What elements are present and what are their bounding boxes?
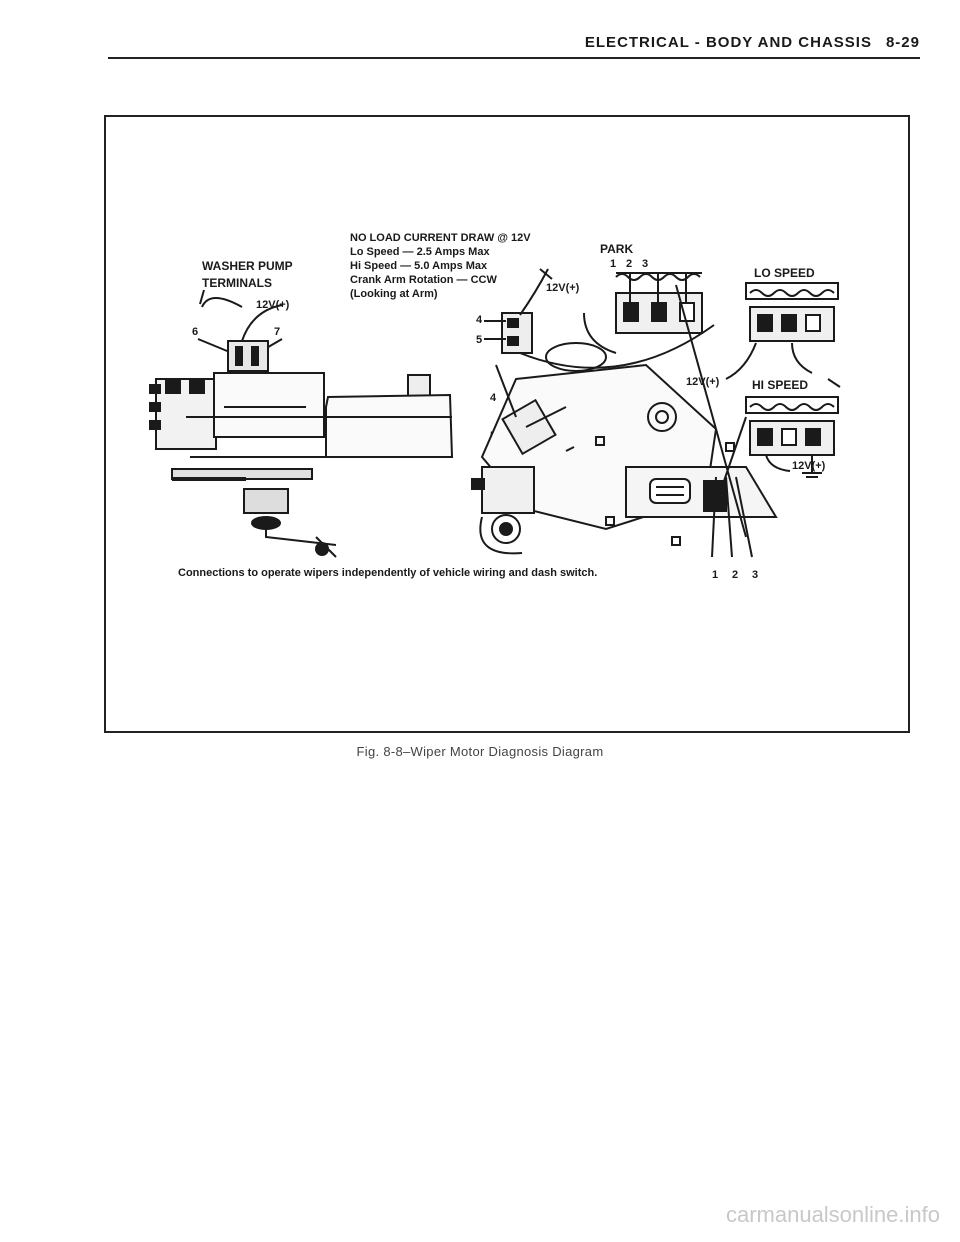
bottom-pin-2: 2 (732, 569, 739, 581)
voltage-label-park: 12V(+) (546, 282, 580, 294)
section-title-text: ELECTRICAL - BODY AND CHASSIS (584, 34, 872, 51)
park-label: PARK (600, 242, 634, 256)
figure-caption: Fig. 8-8–Wiper Motor Diagnosis Diagram (356, 744, 604, 759)
no-load-title: NO LOAD CURRENT DRAW @ 12V (350, 232, 531, 244)
connections-note: Connections to operate wipers independently of vehicle wiring and dash switch. (178, 567, 598, 579)
terminal-4-motor: 4 (490, 392, 497, 404)
section-title (585, 34, 920, 51)
park-pin-3: 3 (642, 258, 649, 270)
header-rule (108, 57, 920, 59)
park-pin-1: 1 (610, 258, 617, 270)
voltage-label-hi: 12V(+) (792, 460, 826, 472)
terminal-7: 7 (274, 326, 281, 338)
lo-speed-spec: Lo Speed — 2.5 Amps Max (350, 246, 490, 258)
lo-speed-label: LO SPEED (754, 266, 815, 280)
page-number: 8-29 (885, 34, 920, 51)
crank-rotation: Crank Arm Rotation — CCW (350, 274, 497, 286)
park-pin-2: 2 (626, 258, 633, 270)
terminal-4-top: 4 (476, 314, 483, 326)
wiper-motor-diagram (106, 117, 908, 731)
voltage-label-pump: 12V(+) (256, 299, 290, 311)
voltage-label-lo: 12V(+) (686, 376, 720, 388)
watermark: carmanualsonline.info (725, 1202, 940, 1227)
lo-speed-connector (726, 283, 838, 379)
bottom-pin-1: 1 (712, 569, 719, 581)
hi-speed-label: HI SPEED (752, 378, 809, 392)
hi-speed-spec: Hi Speed — 5.0 Amps Max (350, 260, 488, 272)
figure-frame (104, 115, 910, 733)
terminal-5-top: 5 (476, 334, 483, 346)
page-header (0, 0, 960, 70)
looking-at-arm: (Looking at Arm) (350, 288, 438, 300)
terminal-6: 6 (192, 326, 199, 338)
washer-pump-label: WASHER PUMP (202, 259, 293, 273)
terminals-label: TERMINALS (202, 276, 272, 290)
bottom-pin-3: 3 (752, 569, 759, 581)
